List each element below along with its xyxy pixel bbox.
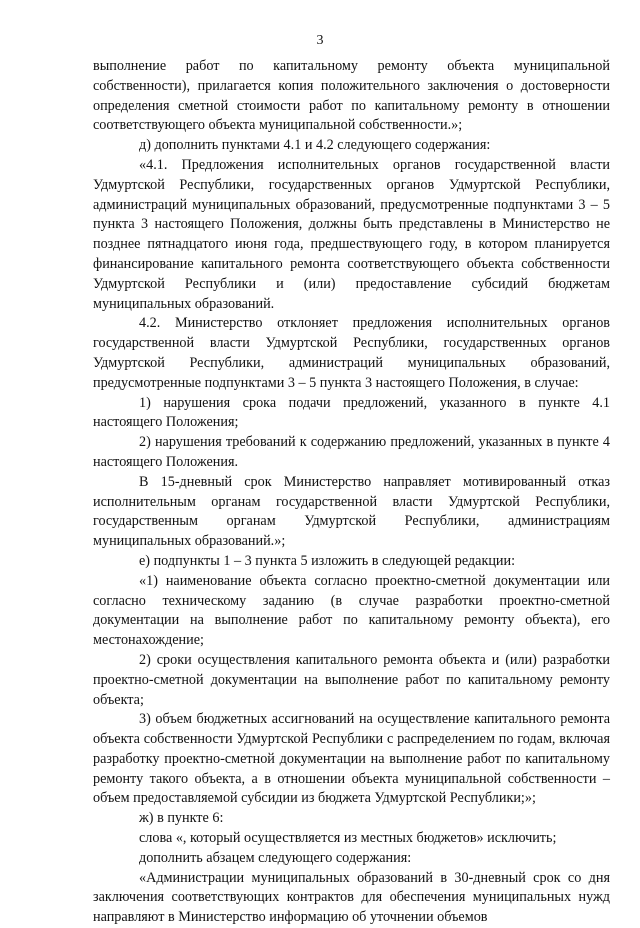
- paragraph-clause-4-1: «4.1. Предложения исполнительных органов государственной власти Удмуртской Республики, государственных органов Удмуртской Республики, администраций муниципальных образований, предусмотренные подпунктами 3 – 5 пункта 3 настоящего Положения, должны быть представлены в Министерство не позднее пятнадцатого июня года, предшествующего году, в котором планируется финансирование капитального ремонта соответствующего объекта собственности Удмуртской Республики и (или) предоставление субсидий бюджетам муниципальных образований.: [93, 156, 610, 312]
- paragraph-item-2: 2) нарушения требований к содержанию предложений, указанных в пункте 4 настоящего Положения.: [93, 434, 610, 470]
- paragraph-item-1: 1) нарушения срока подачи предложений, указанного в пункте 4.1 настоящего Положения;: [93, 394, 610, 431]
- paragraph-subitem-2: 2) сроки осуществления капитального ремонта объекта и (или) разработки проектно-сметной документации на выполнение работ по капитальному ремонту объекта;: [93, 651, 610, 708]
- page-number: 3: [316, 33, 324, 48]
- document-body: [93, 57, 610, 928]
- paragraph-add-clause: дополнить абзацем следующего содержания:: [139, 849, 412, 866]
- paragraph-amendment-zh: ж) в пункте 6:: [139, 810, 224, 827]
- paragraph-continuation: выполнение работ по капитальному ремонту объекта муниципальной собственности), прилагается копия положительного заключения о достоверности определения сметной стоимости работ по капитальному ремонту в отношении соответствующего объекта муниципальной собственности.»;: [93, 58, 610, 134]
- paragraph-subitem-1: «1) наименование объекта согласно проектно-сметной документации или согласно техническому заданию (в случае разработки проектно-сметной документации на выполнение работ по капитальному ремонту объекта), его местонахождение;: [93, 572, 610, 649]
- paragraph-clause-4-2: 4.2. Министерство отклоняет предложения исполнительных органов государственной власти Удмуртской Республики, государственных органов Удмуртской Республики, администраций муниципальных образований, предусмотренные подпунктами 3 – 5 пункта 3 настоящего Положения, в случае:: [93, 315, 610, 391]
- paragraph-administrations: «Администрации муниципальных образований в 30-дневный срок со дня заключения соответствующих контрактов для обеспечения муниципальных нужд направляют в Министерство информацию об уточнении объемов: [93, 869, 610, 926]
- paragraph-subitem-3: 3) объем бюджетных ассигнований на осуществление капитального ремонта объекта собственности Удмуртской Республики с распределением по годам, включая разработку проектно-сметной документации на выполнение работ по капитальному ремонту такого объекта, а в отношении объекта муниципальной собственности – объем предоставляемой субсидии из бюджета Удмуртской Республики;»;: [93, 711, 610, 807]
- paragraph-amendment-e: е) подпункты 1 – 3 пункта 5 изложить в следующей редакции:: [139, 552, 516, 569]
- paragraph-words-excluded: слова «, который осуществляется из местных бюджетов» исключить;: [139, 830, 557, 847]
- paragraph-amendment-d: д) дополнить пунктами 4.1 и 4.2 следующего содержания:: [139, 137, 491, 154]
- paragraph-refusal: В 15-дневный срок Министерство направляет мотивированный отказ исполнительным органам государственной власти Удмуртской Республики, государственным органам Удмуртской Республики, администрациям муниципальных образований.»;: [93, 473, 610, 550]
